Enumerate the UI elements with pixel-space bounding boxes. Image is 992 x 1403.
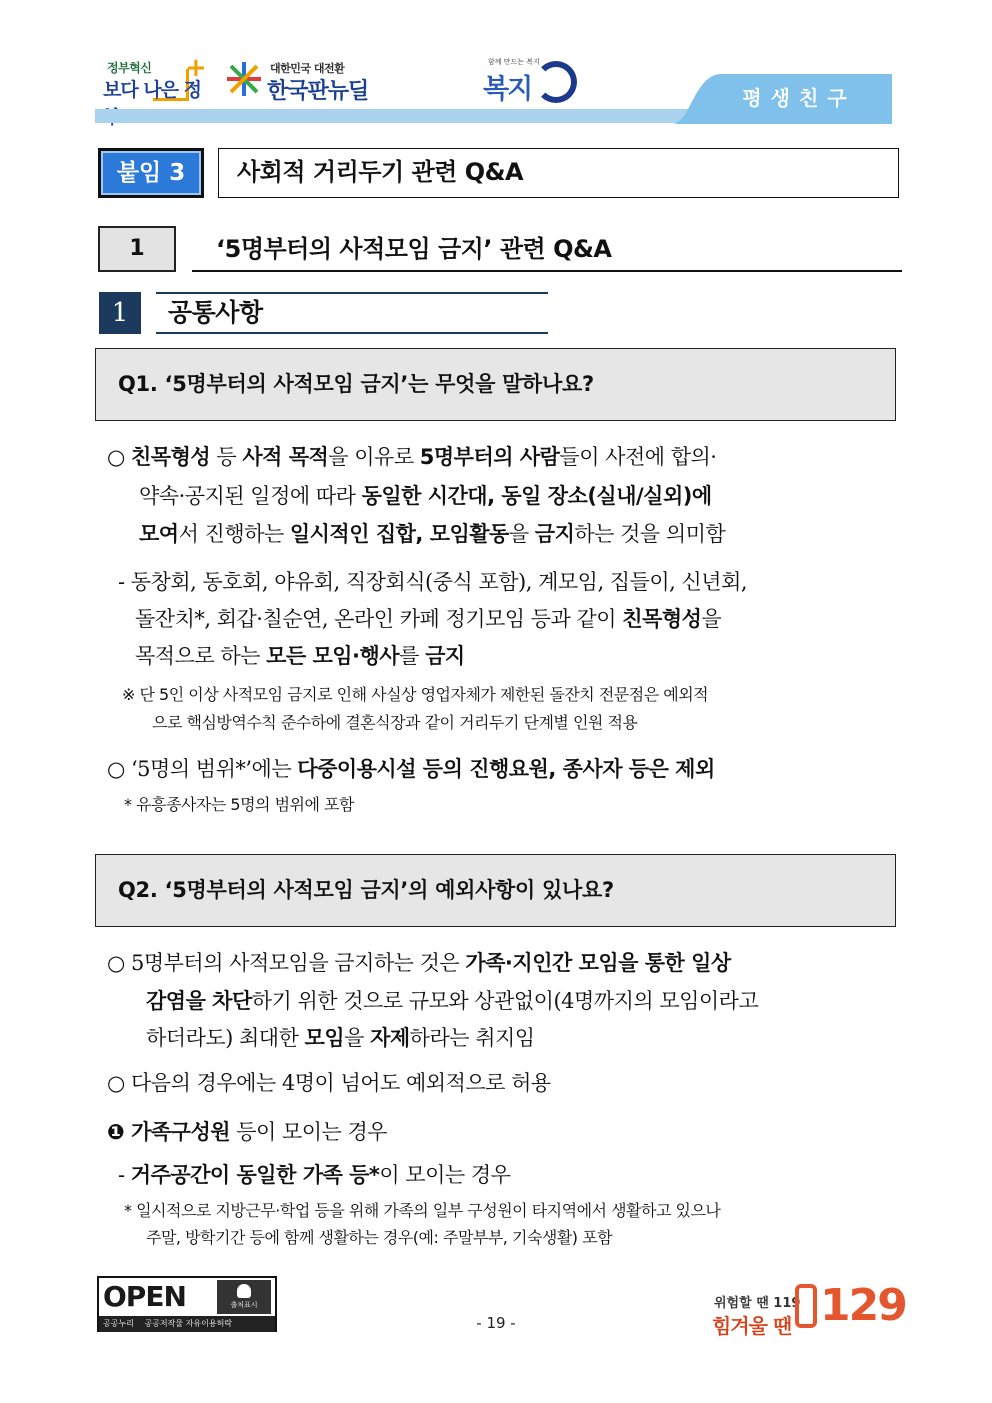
- bold-text-run: 가족구성원: [131, 1120, 231, 1144]
- hotline-129-logo: [712, 1278, 906, 1338]
- bold-text-run: 친목형성: [622, 607, 702, 631]
- q2-answer-line-3: [146, 1019, 535, 1057]
- text-run: 목적으로 하는: [135, 644, 267, 668]
- welfare-ring-icon: [535, 61, 577, 103]
- bold-text-run: 5명부터의 사람: [419, 445, 560, 469]
- q1-note-2: * 유흥종사자는 5명의 범위에 포함: [124, 795, 354, 814]
- welfare-logo: [483, 55, 583, 107]
- runs: [107, 1120, 387, 1144]
- open-logo-sub-1: 공공누리: [103, 1319, 134, 1328]
- bold-text-run: 금지: [534, 522, 575, 546]
- attachment-badge: 붙임 3: [98, 148, 204, 198]
- gov-innovation-logo-text: 보다 나은 정: [103, 79, 201, 101]
- q2-note-line-2: 주말, 방학기간 등에 함께 생활하는 경우(예: 주말부부, 기숙생활) 포함: [146, 1228, 613, 1247]
- runs: [107, 951, 731, 975]
- subsection-number: 1: [99, 292, 141, 334]
- header-tab-label: 평생친구: [742, 86, 856, 110]
- bullet-circle: ○: [107, 445, 125, 469]
- text-run: 서 진행하는: [178, 522, 290, 546]
- text-run: 하더라도) 최대한: [146, 1026, 305, 1050]
- text-run: 하라는 취지임: [409, 1026, 535, 1050]
- text-run: 를: [399, 644, 426, 668]
- text-run: ○ 5명부터의 사적모임을 금지하는 것은: [107, 951, 466, 975]
- text-run: -: [118, 1163, 131, 1187]
- text-run: 하는 것을 의미함: [574, 522, 726, 546]
- q1-sub-line-1: [118, 563, 747, 601]
- gov-innovation-logo-small: 정부혁신: [107, 61, 152, 75]
- section-title: ‘5명부터의 사적모임 금지’ 관련 Q&A: [192, 226, 902, 272]
- attribution-badge: [217, 1280, 271, 1314]
- kogl-open-logo: [97, 1276, 277, 1332]
- runs: [107, 757, 715, 781]
- bold-text-run: 모든 모임·행사: [266, 644, 400, 668]
- runs: [118, 570, 747, 594]
- q1-sub-line-2: [135, 600, 721, 638]
- q2-answer-line-2: [146, 982, 758, 1020]
- q2-exception-1: [107, 1113, 387, 1151]
- hotline-big-text: 힘겨울 땐: [712, 1314, 792, 1338]
- bold-text-run: 친목형성: [131, 445, 211, 469]
- new-deal-star-icon: [225, 60, 263, 98]
- q2-exception-intro: ○ 다음의 경우에는 4명이 넘어도 예외적으로 허용: [107, 1071, 551, 1095]
- runs: [135, 607, 721, 631]
- bold-text-run: 자제: [370, 1026, 410, 1050]
- text-run: 하기 위한 것으로 규모와 상관없이(4명까지의 모임이라고: [251, 989, 759, 1013]
- page-number: - 19 -: [476, 1314, 516, 1332]
- open-logo-text: OPEN: [103, 1280, 186, 1313]
- bold-text-run: 모여: [139, 522, 179, 546]
- text-run: ○ ‘5명의 범위*’에는: [107, 757, 298, 781]
- text-run: - 동창회, 동호회, 야유회, 직장회식(중식 포함), 계모임, 집들이, 신년회,: [118, 570, 748, 594]
- text-run: 을: [701, 607, 722, 631]
- subsection-title: 공통사항: [156, 292, 548, 334]
- bold-text-run: 가족·지인간 모임을 통한 일상: [465, 951, 731, 975]
- text-run: 을: [508, 522, 535, 546]
- bold-text-run: ❶: [107, 1120, 132, 1144]
- open-logo-sub-2: 공공저작물 자유이용허락: [144, 1319, 233, 1328]
- q1-note-1-line-2: 으로 핵심방역수칙 준수하에 결혼식장과 같이 거리두기 단계별 인원 적용: [152, 713, 638, 732]
- text-run: 이 모이는 경우: [379, 1163, 511, 1187]
- runs: [146, 989, 758, 1013]
- attribution-badge-label: 출처표시: [230, 1301, 258, 1309]
- plus-icon: +: [185, 53, 207, 83]
- runs: [135, 644, 465, 668]
- bold-text-run: 거주공간이 동일한 가족 등*: [130, 1163, 380, 1187]
- bold-text-run: 감염을 차단: [146, 989, 252, 1013]
- runs: [146, 1026, 535, 1050]
- section-number: 1: [98, 226, 176, 272]
- text-run: 등이 모이는 경우: [230, 1120, 388, 1144]
- q1-answer-scope: [107, 750, 715, 788]
- header-tab: [672, 70, 892, 124]
- runs: [139, 522, 725, 546]
- bold-text-run: 일시적인 집합, 모임활동: [289, 522, 509, 546]
- open-logo-bar: [99, 1316, 275, 1332]
- text-run: 들이 사전에 합의·: [559, 445, 717, 469]
- welfare-logo-text: 복지: [483, 74, 532, 105]
- text-run: 을: [344, 1026, 371, 1050]
- q1-answer-line-2: [139, 477, 712, 515]
- runs: [139, 484, 712, 508]
- text-run: 등: [210, 445, 243, 469]
- q2-exception-1-sub: [118, 1156, 510, 1194]
- runs: [118, 1163, 510, 1187]
- hotline-small-text: 위험할 땐 119: [714, 1296, 801, 1311]
- q2-answer-line-1: [107, 944, 731, 982]
- q1-answer-line-1: [107, 438, 716, 476]
- q2-note-line-1: * 일시적으로 지방근무·학업 등을 위해 가족의 일부 구성원이 타지역에서 생활하고 있으나: [124, 1201, 721, 1220]
- gov-innovation-logo: [103, 53, 207, 107]
- welfare-logo-small: 함께 만드는 복지: [488, 58, 540, 66]
- q1-note-1-line-1: ※ 단 5인 이상 사적모임 금지로 인해 사실상 영업자체가 제한된 돌잔치 전문점은 예외적: [122, 685, 709, 704]
- runs: [131, 445, 716, 469]
- q1-sub-line-3: [135, 637, 465, 675]
- question-box-q2: Q2. ‘5명부터의 사적모임 금지’의 예외사항이 있나요?: [95, 854, 896, 927]
- text-run: 약속·공지된 일정에 따라: [139, 484, 362, 508]
- bold-text-run: 모임: [304, 1026, 345, 1050]
- phone-icon: [795, 1284, 817, 1328]
- text-run: 돌잔치*, 회갑·칠순연, 온라인 카페 정기모임 등과 같이: [135, 607, 623, 631]
- hotline-number: 129: [820, 1280, 906, 1331]
- bold-text-run: 사적 목적: [242, 445, 329, 469]
- korean-new-deal-logo: [225, 58, 375, 106]
- text-run: 을 이유로: [328, 445, 420, 469]
- page-title: 사회적 거리두기 관련 Q&A: [218, 148, 899, 198]
- bold-text-run: 동일한 시간대, 동일 장소(실내/실외)에: [361, 484, 712, 508]
- new-deal-logo-small: 대한민국 대전환: [270, 62, 345, 75]
- q1-answer-line-3: [139, 515, 725, 553]
- new-deal-logo-text: 한국판뉴딜: [267, 79, 369, 104]
- person-icon: [237, 1284, 251, 1298]
- bold-text-run: 금지: [425, 644, 465, 668]
- bold-text-run: 다중이용시설 등의 진행요원, 종사자 등은 제외: [297, 757, 715, 781]
- question-box-q1: Q1. ‘5명부터의 사적모임 금지’는 무엇을 말하나요?: [95, 348, 896, 421]
